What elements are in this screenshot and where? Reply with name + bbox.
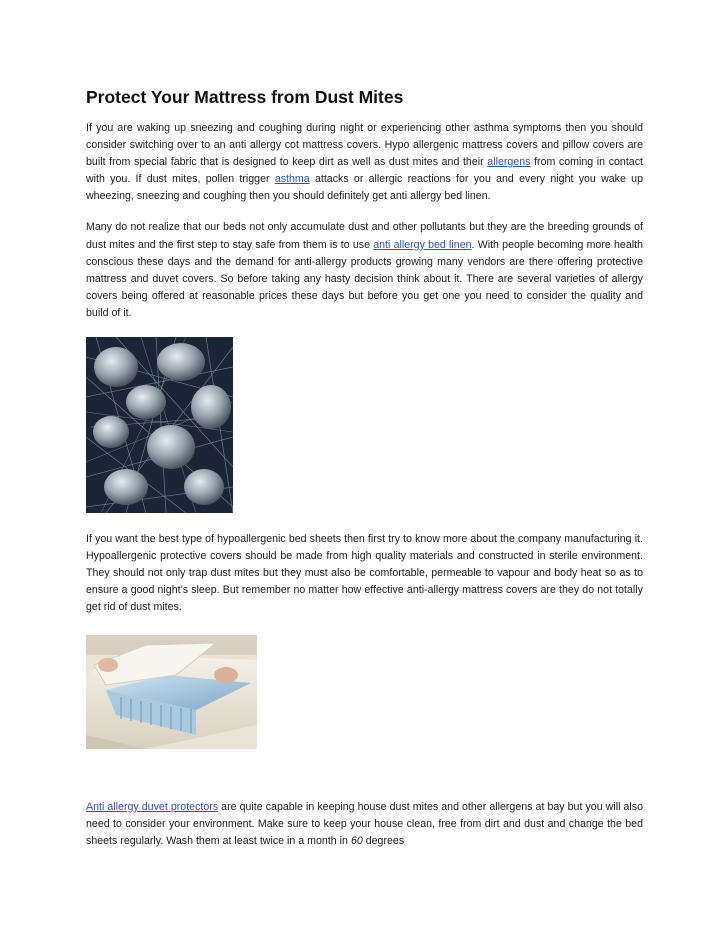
paragraph-1-text-b: from coming in contact with you. If dust mites, pollen trigger — [86, 156, 643, 186]
paragraph-3: If you want the best type of hypoallergenic bed sheets then first try to know more about the company manufacturing it. Hypoallergenic protective covers should be made from high quality materials and constructed in sterile environment. They should not only trap dust mites but they must also be comfortable, permeable to vapour and body heat so as to ensure a good night’s sleep. But remember no matter how effective anti-allergy mattress covers are they do not totally get rid of dust mites. — [86, 533, 643, 614]
anti-allergy-duvet-protectors-link[interactable]: Anti allergy duvet protectors — [86, 800, 219, 813]
paragraph-4-emphasis: 60 — [350, 834, 363, 847]
asthma-link[interactable]: asthma — [274, 173, 310, 186]
paragraph-1-text-a: If you are waking up sneezing and coughing during night or experiencing other asthma symptoms then you should consider switching over to an anti allergy cot mattress covers. Hypo allergenic mattress covers and pillow covers are built from special fabric that is designed to keep dirt as well as dust mites and their — [86, 122, 643, 169]
paragraph-1 — [86, 120, 643, 205]
paragraph-1-text-c: attacks or allergic reactions for you and every night you wake up wheezing, sneezing and coughing then you should definitely get anti allergy bed linen. — [86, 173, 643, 203]
page-title: Protect Your Mattress from Dust Mites — [86, 87, 404, 107]
paragraph-2 — [86, 219, 643, 322]
allergens-link[interactable]: allergens — [487, 156, 531, 169]
paragraph-2-text-a: Many do not realize that our beds not only accumulate dust and other pollutants but they are the breeding grounds of dust mites and the first step to stay safe from them is to use — [86, 221, 643, 251]
anti-allergy-bed-linen-link[interactable]: anti allergy bed linen — [373, 238, 472, 251]
paragraph-2-text-b: . With people becoming more health conscious these days and the demand for anti-allergy products growing many vendors are there offering protective mattress and duvet covers. So before taking any hasty decision think about it. There are several varieties of allergy covers being offered at reasonable prices these days but before you get one you need to consider the quality and build of it. — [86, 238, 643, 319]
mattress-cover-image — [86, 635, 257, 749]
document-page — [86, 86, 643, 850]
paragraph-4-text-a: are quite capable in keeping house dust mites and other allergens at bay but you will also need to consider your environment. Make sure to keep your house clean, free from dirt and dust and change the bed sheets regularly. Wash them at least twice in a month in — [86, 800, 644, 847]
paragraph-4 — [86, 799, 643, 850]
dust-mites-image — [86, 337, 233, 513]
paragraph-4-text-b: degrees — [362, 834, 405, 847]
